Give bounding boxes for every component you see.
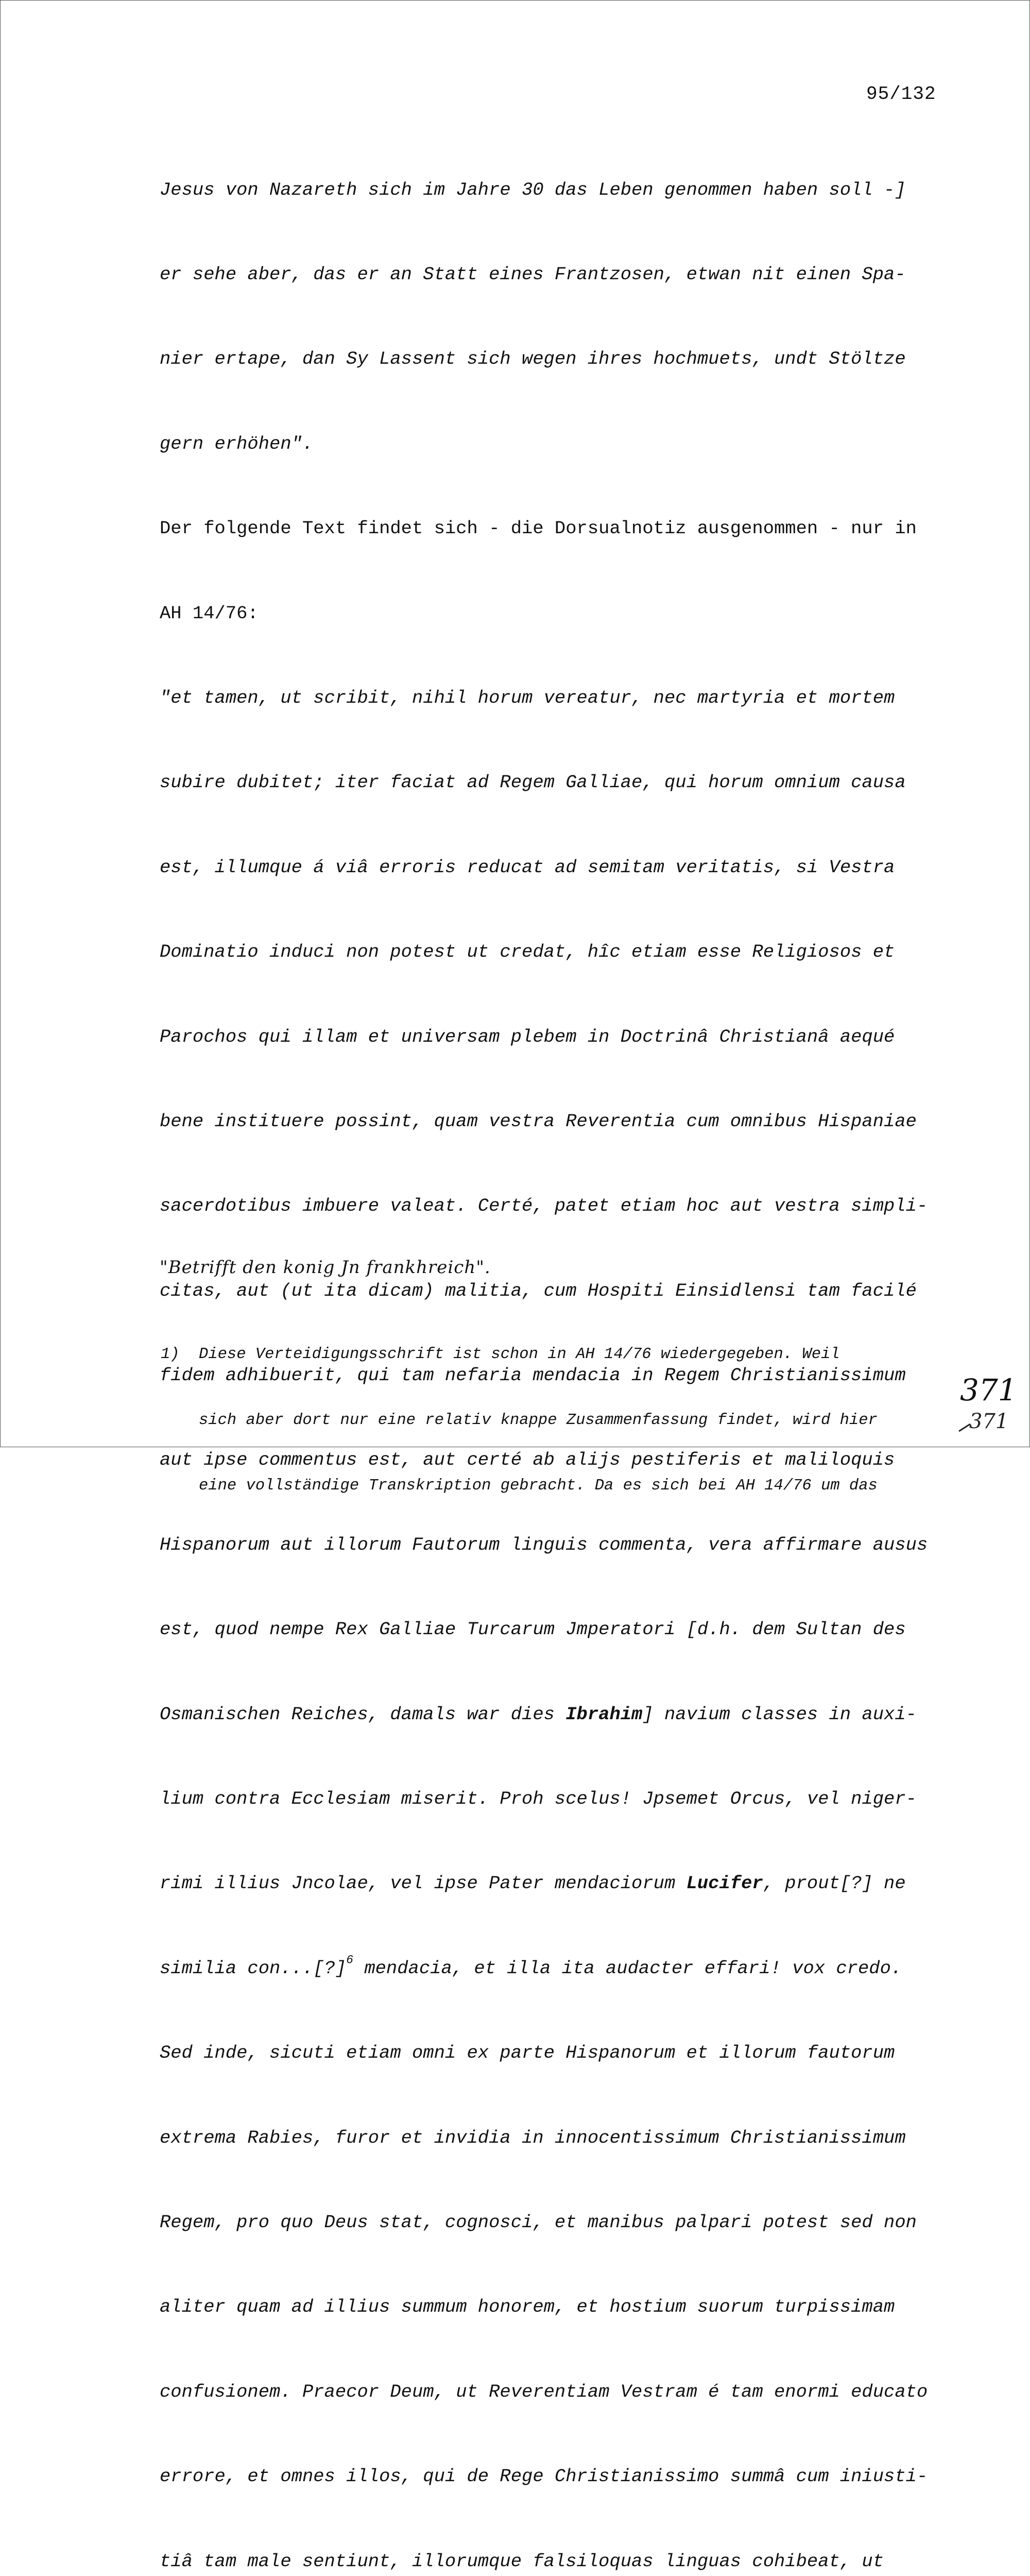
- text-line-18: est, quod nempe Rex Galliae Turcarum Jmperatori [d.h. dem Sultan des: [160, 1619, 906, 1640]
- text-line-6: AH 14/76:: [160, 602, 259, 624]
- footnote-line-1: [161, 1344, 964, 1366]
- text-line-22-part-b: mendacia, et illa ita audacter effari! vox credo.: [353, 1957, 902, 1979]
- text-line-21: [160, 1870, 963, 1898]
- archive-number-lower: 371: [969, 1410, 1009, 1433]
- text-line-14: citas, aut (ut ita dicam) malitia, cum Hospiti Einsidlensi tam facilé: [160, 1280, 917, 1301]
- text-line-5: Der folgende Text findet sich - die Dorsualnotiz ausgenommen - nur in: [160, 518, 917, 539]
- text-line-1: Jesus von Nazareth sich im Jahre 30 das Leben genommen haben soll -]: [160, 179, 906, 200]
- text-line-10: Dominatio induci non potest ut credat, hîc etiam esse Religiosos et: [160, 941, 895, 963]
- name-ibrahim: Ibrahim: [565, 1703, 643, 1725]
- text-line-15: fidem adhibuerit, qui tam nefaria mendacia in Regem Christianissimum: [160, 1365, 906, 1386]
- name-lucifer: Lucifer: [686, 1873, 763, 1894]
- text-line-7: "et tamen, ut scribit, nihil horum vereatur, nec martyria et mortem: [160, 687, 895, 708]
- text-line-13: sacerdotibus imbuere valeat. Certé, patet etiam hoc aut vestra simpli-: [160, 1195, 928, 1217]
- footnote-line-2: sich aber dort nur eine relativ knappe Zusammenfassung findet, wird hier: [199, 1411, 878, 1429]
- text-line-29: tiâ tam male sentiunt, illorumque falsiloquas linguas cohibeat, ut: [160, 2550, 884, 2572]
- dorsal-note: "Betrifft den konig Jn frankhreich".: [160, 1257, 491, 1278]
- text-line-8: subire dubitet; iter faciat ad Regem Galliae, qui horum omnium causa: [160, 772, 906, 793]
- text-line-26: aliter quam ad illius summum honorem, et hostium suorum turpissimam: [160, 2296, 895, 2318]
- archive-number-upper: 371: [960, 1372, 1017, 1408]
- text-line-16: aut ipse commentus est, aut certé ab alijs pestiferis et maliloquis: [160, 1449, 895, 1471]
- footnote-ref-6: 6: [346, 1953, 354, 1967]
- text-line-27: confusionem. Praecor Deum, ut Reverentiam Vestram é tam enormi educato: [160, 2381, 928, 2402]
- text-line-21-part-b: , prout[?] ne: [763, 1873, 906, 1894]
- text-line-9: est, illumque á viâ erroris reducat ad semitam veritatis, si Vestra: [160, 856, 895, 878]
- archive-number-stamp: [952, 1370, 1024, 1443]
- text-line-25: Regem, pro quo Deus stat, cognosci, et manibus palpari potest sed non: [160, 2211, 917, 2233]
- text-line-21-part-a: rimi illius Jncolae, vel ipse Pater mendaciorum: [160, 1873, 686, 1894]
- footnote-marker: 1): [161, 1346, 180, 1363]
- text-line-3: nier ertape, dan Sy Lassent sich wegen ihres hochmuets, undt Stöltze: [160, 348, 906, 370]
- text-line-28: errore, et omnes illos, qui de Rege Christianissimo summâ cum iniusti-: [160, 2466, 928, 2487]
- text-line-23: Sed inde, sicuti etiam omni ex parte Hispanorum et illorum fautorum: [160, 2042, 895, 2064]
- text-line-19: [160, 1701, 963, 1729]
- text-line-19-part-a: Osmanischen Reiches, damals war dies: [160, 1703, 566, 1725]
- text-line-19-part-b: ] navium classes in auxi-: [642, 1703, 917, 1725]
- footnote: [161, 1300, 964, 1519]
- text-line-17: Hispanorum aut illorum Fautorum linguis commenta, vera affirmare ausus: [160, 1534, 928, 1555]
- text-line-22: [160, 1955, 963, 1983]
- text-line-12: bene instituere possint, quam vestra Reverentia cum omnibus Hispaniae: [160, 1110, 917, 1132]
- page-number: 95/132: [866, 83, 936, 105]
- footnote-line-3: eine vollständige Transkription gebracht. Da es sich bei AH 14/76 um das: [199, 1477, 878, 1495]
- text-line-24: extrema Rabies, furor et invidia in innocentissimum Christianissimum: [160, 2127, 906, 2148]
- text-line-22-part-a: similia con...[?]: [160, 1957, 347, 1979]
- text-line-2: er sehe aber, das er an Statt eines Frantzosen, etwan nit einen Spa-: [160, 263, 906, 285]
- text-line-20: lium contra Ecclesiam miserit. Proh scelus! Jpsemet Orcus, vel niger-: [160, 1788, 917, 1810]
- footnote-text-1: Diese Verteidigungsschrift ist schon in AH 14/76 wiedergegeben. Weil: [199, 1346, 840, 1363]
- stamp-dash: [959, 1424, 970, 1431]
- text-line-4: gern erhöhen".: [160, 433, 314, 454]
- text-line-11: Parochos qui illam et universam plebem in Doctrinâ Christianâ aequé: [160, 1026, 895, 1047]
